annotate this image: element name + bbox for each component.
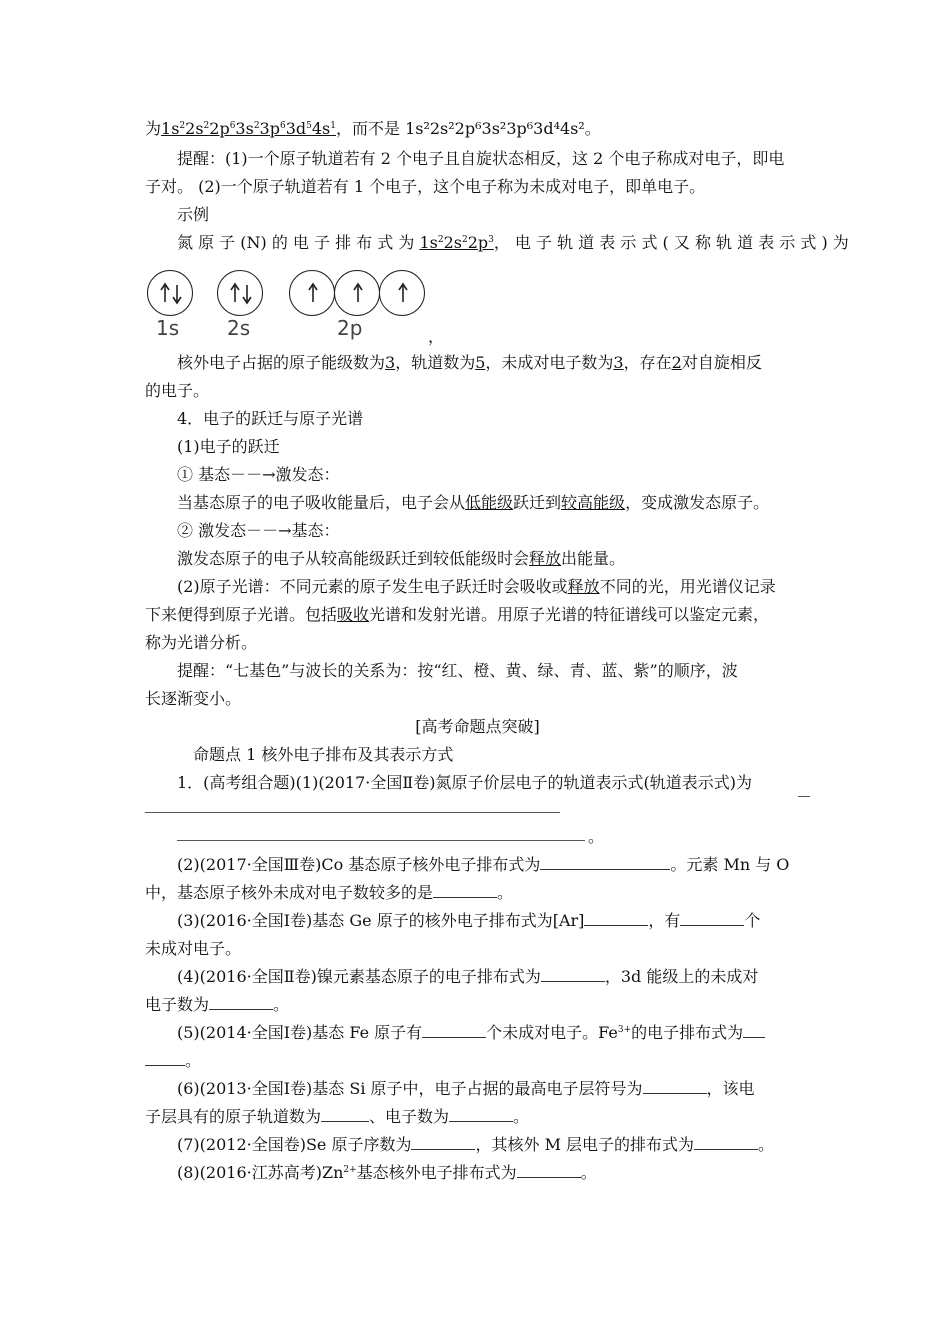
- text-part: ，该电: [706, 1079, 755, 1098]
- answer-blank[interactable]: [584, 911, 648, 926]
- config-part: 1s: [419, 233, 438, 252]
- text-line: 提醒：“七基色”与波长的关系为：按“红、橙、黄、绿、青、蓝、紫”的顺序，波: [177, 661, 738, 680]
- text-tail: ， 电 子 轨 道 表 示 式 ( 又 称 轨 道 表 示 式 ) 为: [493, 233, 849, 252]
- text-part: 个未成对电子。Fe: [486, 1023, 618, 1042]
- config-part: 4s: [311, 119, 331, 138]
- nitrogen-configuration: [419, 233, 493, 252]
- answer-blank[interactable]: [411, 1135, 475, 1150]
- answer-blank[interactable]: [743, 1023, 765, 1038]
- text-part: 核外电子占据的原子能级数为: [177, 353, 386, 372]
- text-part: 。: [513, 1107, 530, 1126]
- config-part: 3d: [285, 119, 307, 138]
- text-part: 个: [744, 911, 761, 930]
- correct-configuration: [161, 119, 336, 138]
- question-1-5-cont: [145, 1050, 810, 1072]
- text-line: [177, 492, 810, 514]
- question-1-7: [177, 1134, 810, 1156]
- text-line: ② 激发态－－→基态：: [177, 521, 340, 540]
- text-part: 的电子排布式为: [631, 1023, 744, 1042]
- text-part: (4)(2016·全国Ⅱ卷)镍元素基态原子的电子排布式为: [177, 967, 541, 986]
- answer-text: 释放: [529, 549, 562, 568]
- config-sup: 1: [330, 121, 336, 131]
- text-part: (5)(2014·全国Ⅰ卷)基态 Fe 原子有: [177, 1023, 423, 1042]
- text-tail: ，而不是 1s²2s²2p⁶3s²3p⁶3d⁴4s²。: [335, 119, 601, 138]
- answer-blank[interactable]: [321, 1107, 369, 1122]
- question-1-8: [177, 1162, 810, 1184]
- answer-blank[interactable]: [517, 1163, 581, 1178]
- config-part: 3p: [259, 119, 280, 138]
- answer-blank[interactable]: [209, 995, 273, 1010]
- text-part: 。: [273, 995, 290, 1014]
- config-sup: 2: [179, 121, 186, 131]
- answer-levels: 3: [385, 353, 396, 372]
- config-part: 2p: [209, 119, 230, 138]
- config-part: 1s: [161, 119, 180, 138]
- text-part: 。: [580, 1163, 597, 1182]
- config-sup: 2: [203, 121, 210, 131]
- section-heading: 4．电子的跃迁与原子光谱: [177, 409, 364, 428]
- answer-blank[interactable]: [643, 1079, 707, 1094]
- topic-heading: 命题点 1 核外电子排布及其表示方式: [193, 745, 454, 764]
- text-part: (6)(2013·全国Ⅰ卷)基态 Si 原子中，电子占据的最高电子层符号为: [177, 1079, 643, 1098]
- answer-blank[interactable]: [798, 796, 810, 797]
- text-part: 。: [497, 883, 514, 902]
- answer-text: 释放: [567, 577, 600, 596]
- config-part: 2s: [185, 119, 204, 138]
- question-1-2-cont: [145, 882, 810, 904]
- text-part: 跃迁到: [513, 493, 562, 512]
- orbital-label-2p: 2p: [337, 316, 363, 340]
- text-period: 。: [588, 827, 605, 846]
- answer-blank[interactable]: [177, 840, 585, 841]
- up-down-arrows-icon: [218, 271, 264, 317]
- text-part: ，变成激发态原子。: [625, 493, 770, 512]
- text-example-label: 示例: [177, 205, 210, 224]
- config-sup: 2: [253, 121, 260, 131]
- text-part: 激发态原子的电子从较高能级跃迁到较低能级时会: [177, 549, 530, 568]
- text-part: 不同的光，用光谱仪记录: [599, 577, 776, 596]
- orbital-comma: ，: [428, 327, 445, 346]
- text-part: 电子数为: [145, 995, 210, 1014]
- config-sup: 2: [461, 235, 468, 245]
- text-line: [145, 604, 810, 626]
- text-part: 当基态原子的电子吸收能量后，电子会从: [177, 493, 466, 512]
- config-sup: 2: [437, 235, 444, 245]
- answer-text: 吸收: [337, 605, 370, 624]
- text-part: 、电子数为: [369, 1107, 450, 1126]
- answer-blank[interactable]: [694, 1135, 758, 1150]
- up-down-arrows-icon: [148, 271, 194, 317]
- answer-pairs: 2: [671, 353, 682, 372]
- question-1-2: [177, 854, 810, 876]
- section-title: [高考命题点突破]: [415, 717, 540, 736]
- question-1-6-cont: [145, 1106, 810, 1128]
- answer-blank[interactable]: [145, 812, 560, 813]
- text-part: 出能量。: [561, 549, 626, 568]
- text-part: 。: [185, 1051, 202, 1070]
- answer-blank[interactable]: [449, 1107, 513, 1122]
- text-part: (8)(2016·江苏高考)Zn: [177, 1163, 344, 1182]
- answer-text: 低能级: [465, 493, 514, 512]
- question-1-4-cont: [145, 994, 810, 1016]
- text-line-config: [145, 118, 810, 140]
- answer-blank[interactable]: [422, 1023, 486, 1038]
- text-part: 下来便得到原子光谱。包括: [145, 605, 338, 624]
- text-line: 称为光谱分析。: [145, 633, 258, 652]
- question-1-6: [177, 1078, 810, 1100]
- text-part: 基态核外电子排布式为: [356, 1163, 517, 1182]
- text-part: ，3d 能级上的未成对: [604, 967, 759, 986]
- question-1-1: 1．(高考组合题)(1)(2017·全国Ⅱ卷)氮原子价层电子的轨道表示式(轨道表示式)为: [177, 773, 752, 792]
- text-part: ，未成对电子数为: [485, 353, 614, 372]
- text-part: 。元素 Mn 与 O: [670, 855, 790, 874]
- answer-orbitals: 5: [475, 353, 486, 372]
- text-part: 子层具有的原子轨道数为: [145, 1107, 322, 1126]
- text-part: ，有: [648, 911, 681, 930]
- config-sup: 5: [306, 121, 312, 131]
- answer-blank[interactable]: [540, 855, 670, 870]
- text-line: [177, 576, 810, 598]
- text-part: (3)(2016·全国Ⅰ卷)基态 Ge 原子的核外电子排布式为[Ar]: [177, 911, 585, 930]
- question-1-4: [177, 966, 810, 988]
- config-part: 3s: [235, 119, 254, 138]
- answer-unpaired: 3: [613, 353, 624, 372]
- question-1-5: [177, 1022, 810, 1044]
- text-part: (7)(2012·全国卷)Se 原子序数为: [177, 1135, 412, 1154]
- config-sup: 6: [229, 121, 236, 131]
- orbital-2p-z: [379, 270, 425, 316]
- orbital-label-1s: 1s: [156, 316, 180, 340]
- charge-superscript: 2+: [343, 1165, 357, 1175]
- text-line: [177, 548, 810, 570]
- answer-blank[interactable]: [433, 883, 497, 898]
- text-orbital-stats: [177, 352, 810, 374]
- text-prefix: 氮 原 子 (N) 的 电 子 排 布 式 为: [177, 233, 420, 252]
- config-part: 2p: [467, 233, 489, 252]
- text-part: (2)原子光谱：不同元素的原子发生电子跃迁时会吸收或: [177, 577, 568, 596]
- up-arrow-icon: [380, 271, 426, 317]
- orbital-2p-y: [334, 270, 380, 316]
- text-reminder-1: 提醒：(1)一个原子轨道若有 2 个电子且自旋状态相反，这 2 个电子称成对电子，即电: [177, 149, 785, 168]
- answer-text: 较高能级: [561, 493, 626, 512]
- text-part: 中，基态原子核外未成对电子数较多的是: [145, 883, 434, 902]
- text-part: ，轨道数为: [395, 353, 476, 372]
- text-line: 长逐渐变小。: [145, 689, 242, 708]
- text-part: ，存在: [623, 353, 672, 372]
- question-1-3-cont: 未成对电子。: [145, 939, 242, 958]
- up-arrow-icon: [290, 271, 336, 317]
- orbital-1s: [147, 270, 193, 316]
- text-reminder-2: 子对。 (2)一个原子轨道若有 1 个电子，这个电子称为未成对电子，即单电子。: [145, 177, 706, 196]
- subsection-heading: (1)电子的跃迁: [177, 437, 280, 456]
- text-line: ① 基态－－→激发态：: [177, 465, 340, 484]
- up-arrow-icon: [335, 271, 381, 317]
- config-part: 2s: [443, 233, 462, 252]
- text-part: 对自旋相反: [681, 353, 762, 372]
- answer-blank[interactable]: [541, 967, 605, 982]
- text-line: 的电子。: [145, 381, 210, 400]
- text-prefix: 为: [145, 119, 162, 138]
- answer-blank[interactable]: [145, 1051, 185, 1066]
- answer-blank[interactable]: [680, 911, 744, 926]
- charge-superscript: 3+: [617, 1025, 632, 1035]
- text-part: 。: [758, 1135, 775, 1154]
- orbital-label-2s: 2s: [227, 316, 251, 340]
- orbital-2p-x: [289, 270, 335, 316]
- question-1-3: [177, 910, 810, 932]
- orbital-2s: [217, 270, 263, 316]
- config-sup: 6: [279, 121, 286, 131]
- text-nitrogen-config: [177, 232, 849, 254]
- text-part: (2)(2017·全国Ⅲ卷)Co 基态原子核外电子排布式为: [177, 855, 541, 874]
- text-part: 光谱和发射光谱。用原子光谱的特征谱线可以鉴定元素，: [369, 605, 770, 624]
- config-sup: 3: [488, 235, 494, 245]
- text-part: ，其核外 M 层电子的排布式为: [475, 1135, 695, 1154]
